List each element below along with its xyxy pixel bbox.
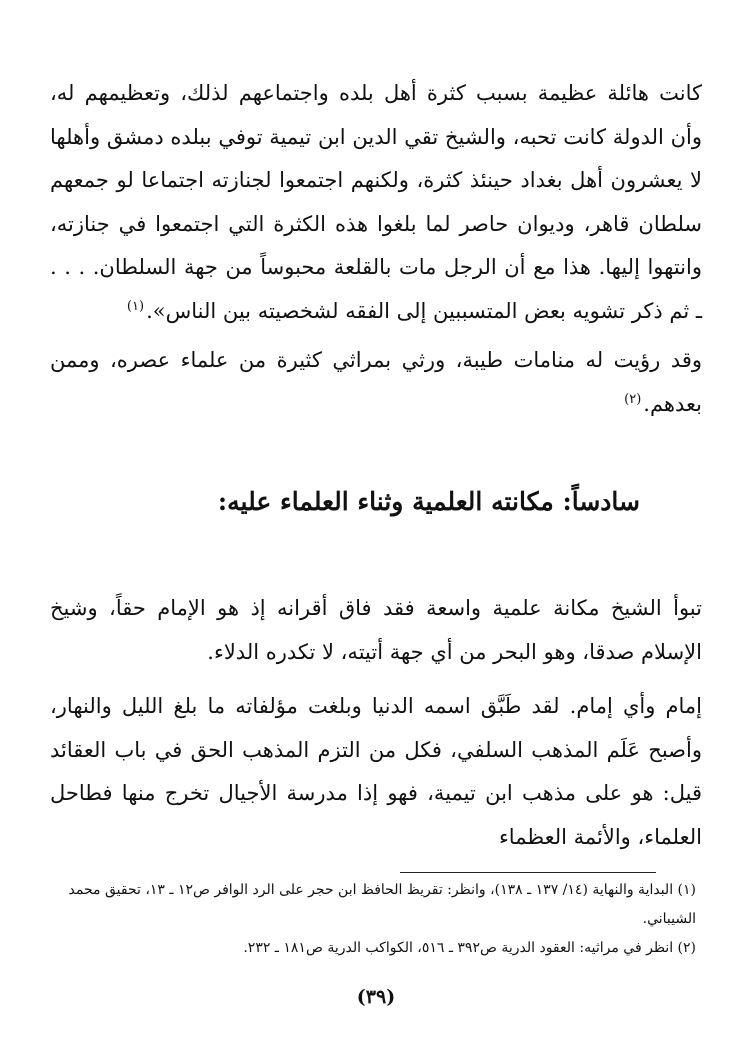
- paragraph-1-text: كانت هائلة عظيمة بسبب كثرة أهل بلده واجتماعهم لذلك، وتعظيمهم له، وأن الدولة كانت تحبه، والشيخ تقي الدين ابن تيمية توفي ببلده دمشق وأهلها لا يعشرون أهل بغداد حينئذ كثرة، ولكنهم اجتمعوا لجنازته اجتماعا لو جمعهم سلطان قاهر، وديوان حاصر لما بلغوا هذه الكثرة التي اجتمعوا في جنازته، وانتهوا إليها. هذا مع أن الرجل مات بالقلعة محبوساً من جهة السلطان. . . . ـ ثم ذكر تشويه بعض المتسببين إلى الفقه لشخصيته بين الناس».: [50, 81, 702, 323]
- page-number: (٣٩): [356, 986, 396, 1008]
- footnote-divider: [400, 872, 656, 873]
- paragraph-2-text: وقد رؤيت له منامات طيبة، ورثي بمراثي كثيرة من علماء عصره، وممن بعدهم.: [50, 348, 702, 416]
- body-paragraph-3: تبوأ الشيخ مكانة علمية واسعة فقد فاق أقرانه إذ هو الإمام حقاً، وشيخ الإسلام صدقا، وهو البحر من أي جهة أتيته، لا تكدره الدلاء.: [50, 596, 702, 664]
- body-paragraph-1: [50, 72, 702, 333]
- footnote-ref-2: (٢): [624, 391, 642, 407]
- footnote-ref-1: (١): [126, 298, 145, 314]
- section-heading: سادساً: مكانته العلمية وثناء العلماء عليه:: [217, 487, 640, 516]
- footnote-1: (١) البداية والنهاية (١٤/ ١٣٧ ـ ١٣٨)، وانظر: تقريظ الحافظ ابن حجر على الرد الوافر ص١٢ ـ ١٣، تحقيق محمد الشيباني.: [68, 882, 696, 927]
- body-paragraph-4: إمام وأي إمام. لقد طَبَّق اسمه الدنيا وبلغت مؤلفاته ما بلغ الليل والنهار، وأصبح عَلَم المذهب السلفي، فكل من التزم المذهب الحق في باب العقائد قيل: هو على مذهب ابن تيمية، فهو إذا مدرسة الأجيال تخرج منها فطاحل العلماء، والأئمة العظماء: [50, 694, 702, 849]
- footnote-2: (٢) انظر في مراثيه: العقود الدرية ص٣٩٢ ـ ٥١٦، الكواكب الدرية ص١٨١ ـ ٢٣٢.: [243, 940, 696, 956]
- body-paragraph-2: [50, 339, 702, 426]
- footnotes-list: [36, 876, 696, 963]
